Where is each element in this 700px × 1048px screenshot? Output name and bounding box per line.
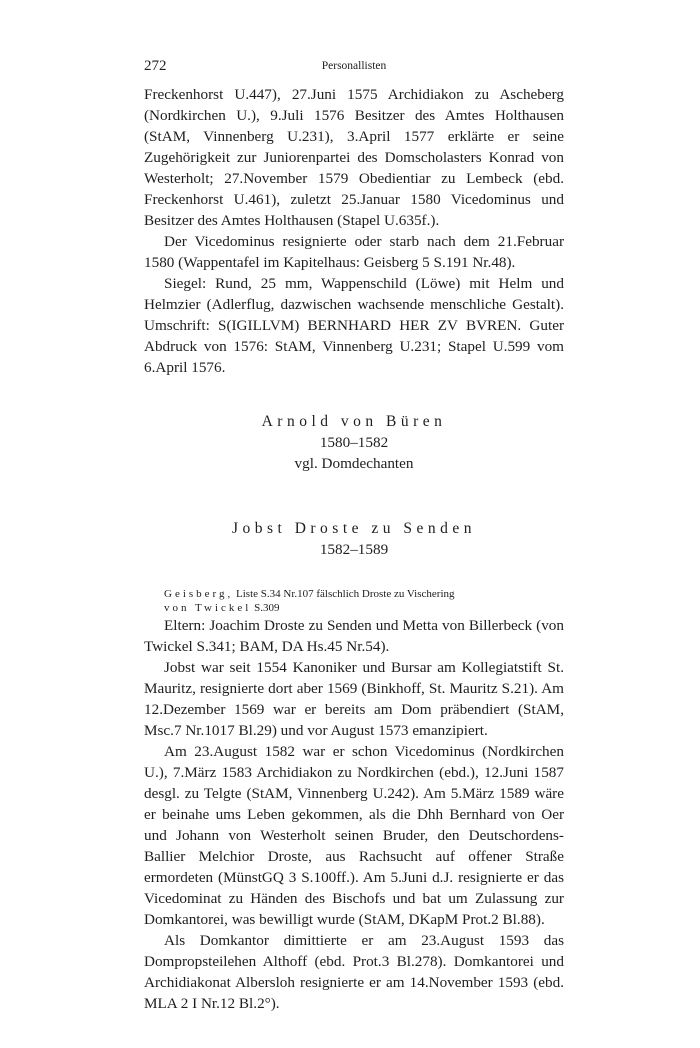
seal-paragraph: Siegel: Rund, 25 mm, Wappenschild (Löwe) mit Helm und Helmzier (Adlerflug, dazwischen wachsende menschliche Gestalt). Umschrift: S(IGILLVM) BERNHARD HER ZV BVREN. Guter Abdruck von 1576: StAM, Vinnenberg U.231; Stapel U.599 vom 6.April 1576. (144, 275, 564, 376)
page-number: 272 (144, 58, 167, 74)
body-paragraph: Am 23.August 1582 war er schon Vicedominus (Nordkirchen U.), 7.März 1583 Archidiakon zu Nordkirchen (ebd.), 12.Juni 1587 desgl. zu Telgte (StAM, Vinnenberg U.242). Am 5.März 1589 wäre er beinahe ums Leben gekommen, als die Dhh Bernhard von Oer und Johann von Westerholt seinen Bruder, den Deutschordens-Ballier Melchior Droste, aus Rachsucht auf offener Straße ermordeten (MünstGQ 3 S.100ff.). Am 5.Juni d.J. resignierte er das Vicedominat zu Händen des Bischofs und bat um Zulassung zur Domkantorei, was bewilligt wurde (StAM, DKapM Prot.2 Bl.88). (144, 743, 564, 928)
page-header (144, 58, 564, 78)
entry-heading-note: vgl. Domdechanten (294, 455, 414, 472)
body-paragraph: Als Domkantor dimittierte er am 23.August 1593 das Dompropsteilehen Althoff (ebd. Prot.3 Bl.278). Domkantorei und Archidiakonat Albersloh resignierte er am 14.November 1593 (ebd. MLA 2 I Nr.12 Bl.2°). (144, 932, 564, 1012)
entry-heading-name: Jobst Droste zu Senden (231, 520, 477, 537)
reference-line: Geisberg, Liste S.34 Nr.107 fälschlich Droste zu Vischering von Twickel S.309 (164, 588, 455, 614)
body-paragraph: Eltern: Joachim Droste zu Senden und Metta von Billerbeck (von Twickel S.341; BAM, DA Hs.45 Nr.54). (144, 617, 564, 655)
intro-paragraph: Der Vicedominus resignierte oder starb nach dem 21.Februar 1580 (Wappentafel im Kapitelhaus: Geisberg 5 S.191 Nr.48). (144, 233, 564, 271)
entry-heading-years: 1580–1582 (319, 434, 389, 451)
entry-heading-years: 1582–1589 (319, 541, 389, 558)
intro-paragraph: Freckenhorst U.447), 27.Juni 1575 Archidiakon zu Ascheberg (Nordkirchen U.), 9.Juli 1576 Besitzer des Amtes Holthausen (StAM, Vinnenberg U.231), 3.April 1577 erklärte er seine Zugehörigkeit zur Juniorenpartei des Domscholasters Konrad von Westerholt; 27.November 1579 Obedientiar zu Lembeck (ebd. Freckenhorst U.461), zuletzt 25.Januar 1580 Vicedominus und Besitzer des Amtes Holthausen (Stapel U.635f.). (144, 86, 564, 229)
page-body (144, 84, 564, 1014)
body-paragraph: Jobst war seit 1554 Kanoniker und Bursar am Kollegiatstift St. Mauritz, resignierte dort aber 1569 (Binkhoff, St. Mauritz S.21). Am 12.Dezember 1569 war er bereits am Dom präbendiert (StAM, Msc.7 Nr.1017 Bl.29) und vor August 1573 emanzipiert. (144, 659, 564, 739)
running-head: Personallisten (321, 60, 387, 72)
entry-heading-name: Arnold von Büren (261, 413, 447, 430)
